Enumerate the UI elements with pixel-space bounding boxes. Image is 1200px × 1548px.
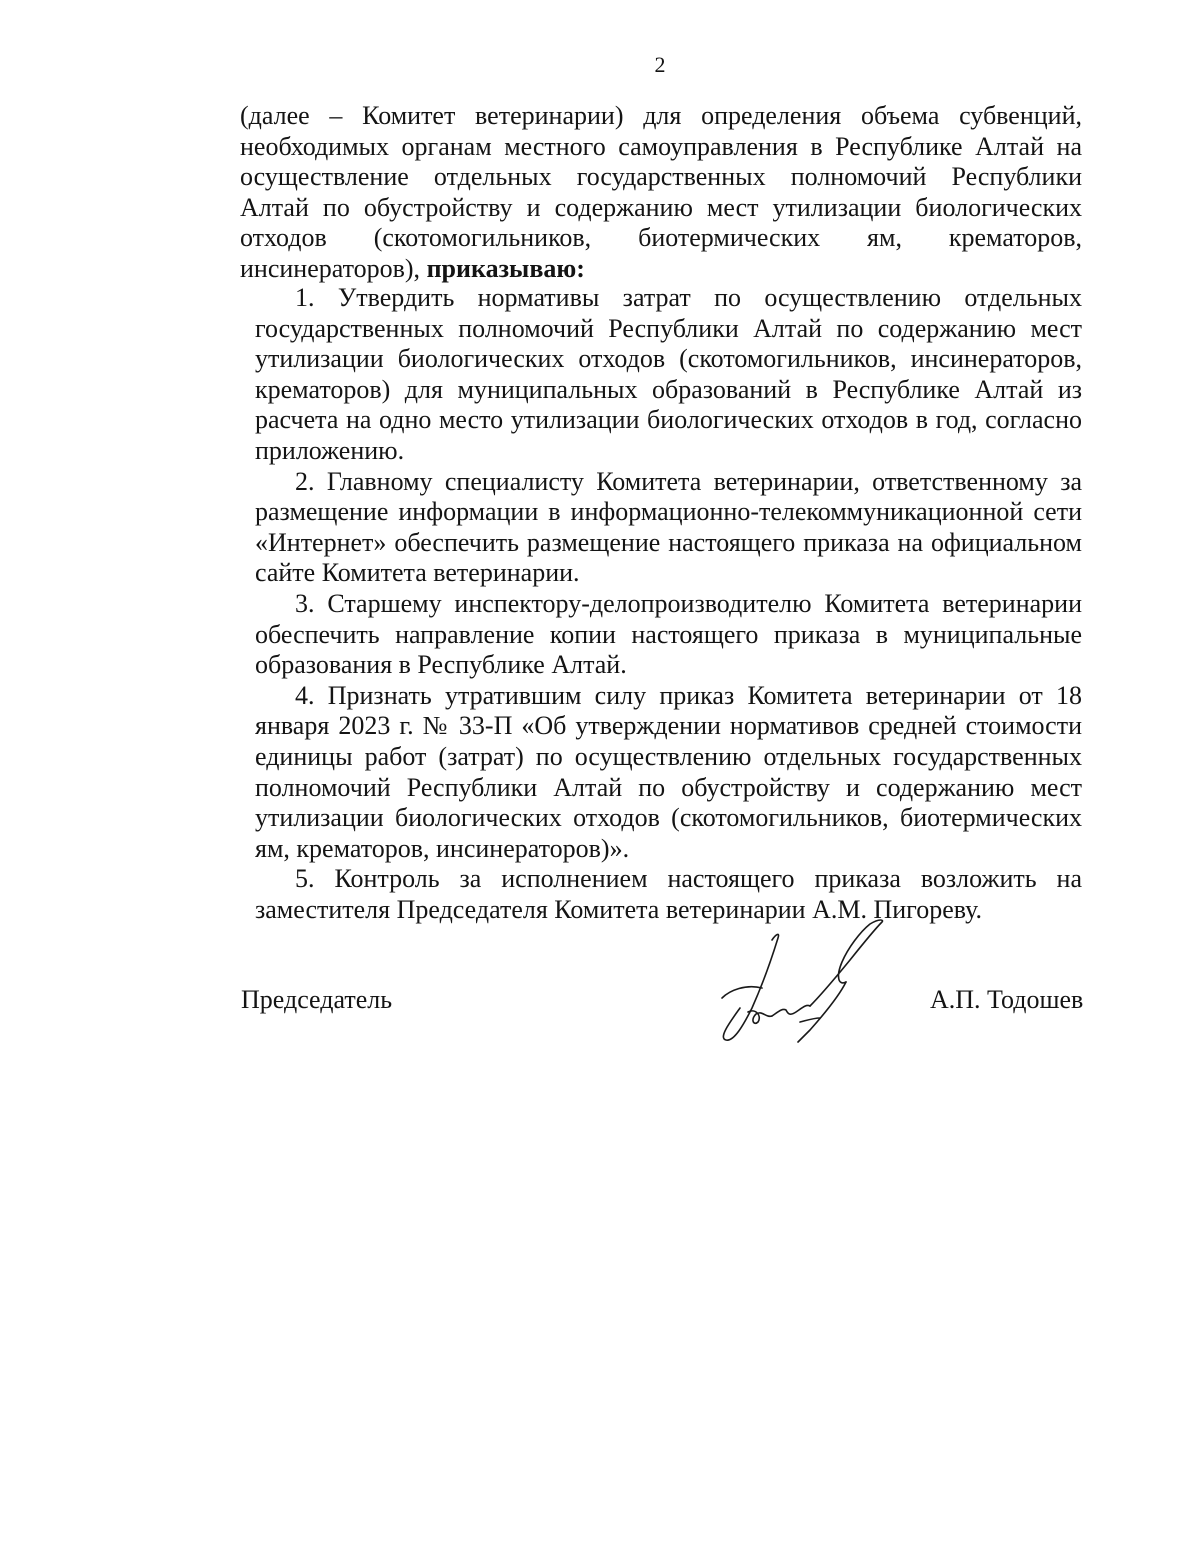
order-item-4: 4. Признать утратившим силу приказ Комитета ветеринарии от 18 января 2023 г. № 33-П «Об утверждении нормативов средней стоимости единицы работ (затрат) по осуществлению отдельных государственных полномочий Республики Алтай по обустройству и содержанию мест утилизации биологических отходов (скотомогильников, биотермических ям, крематоров, инсинераторов)».: [255, 680, 1082, 863]
order-items: [255, 283, 1082, 925]
order-item-1: 1. Утвердить нормативы затрат по осуществлению отдельных государственных полномочий Республики Алтай по содержанию мест утилизации биологических отходов (скотомогильников, инсинераторов, крематоров) для муниципальных образований в Республике Алтай из расчета на одно место утилизации биологических отходов в год, согласно приложению.: [255, 283, 1082, 465]
order-item-3: 3. Старшему инспектору-делопроизводителю Комитета ветеринарии обеспечить направление копии настоящего приказа в муниципальные образования в Республике Алтай.: [255, 588, 1082, 680]
order-item-5: 5. Контроль за исполнением настоящего приказа возложить на заместителя Председателя Комитета ветеринарии А.М. Пигореву.: [255, 864, 1082, 924]
intro-text: (далее – Комитет ветеринарии) для определения объема субвенций, необходимых органам местного самоуправления в Республике Алтай на осуществление отдельных государственных полномочий Республики Алтай по обустройству и содержанию мест утилизации биологических отходов (скотомогильников, биотермических ям, крематоров, инсинераторов),: [240, 101, 1082, 283]
handwritten-signature: [700, 912, 910, 1052]
intro-paragraph: [240, 101, 1082, 285]
page-number: 2: [654, 52, 666, 77]
signatory-name: А.П. Тодошев: [930, 985, 1084, 1014]
order-item-2: 2. Главному специалисту Комитета ветеринарии, ответственному за размещение информации в информационно-телекоммуникационной сети «Интернет» обеспечить размещение настоящего приказа на официальном сайте Комитета ветеринарии.: [255, 466, 1082, 588]
signatory-title: Председатель: [241, 985, 393, 1014]
order-word: приказываю:: [426, 253, 585, 283]
